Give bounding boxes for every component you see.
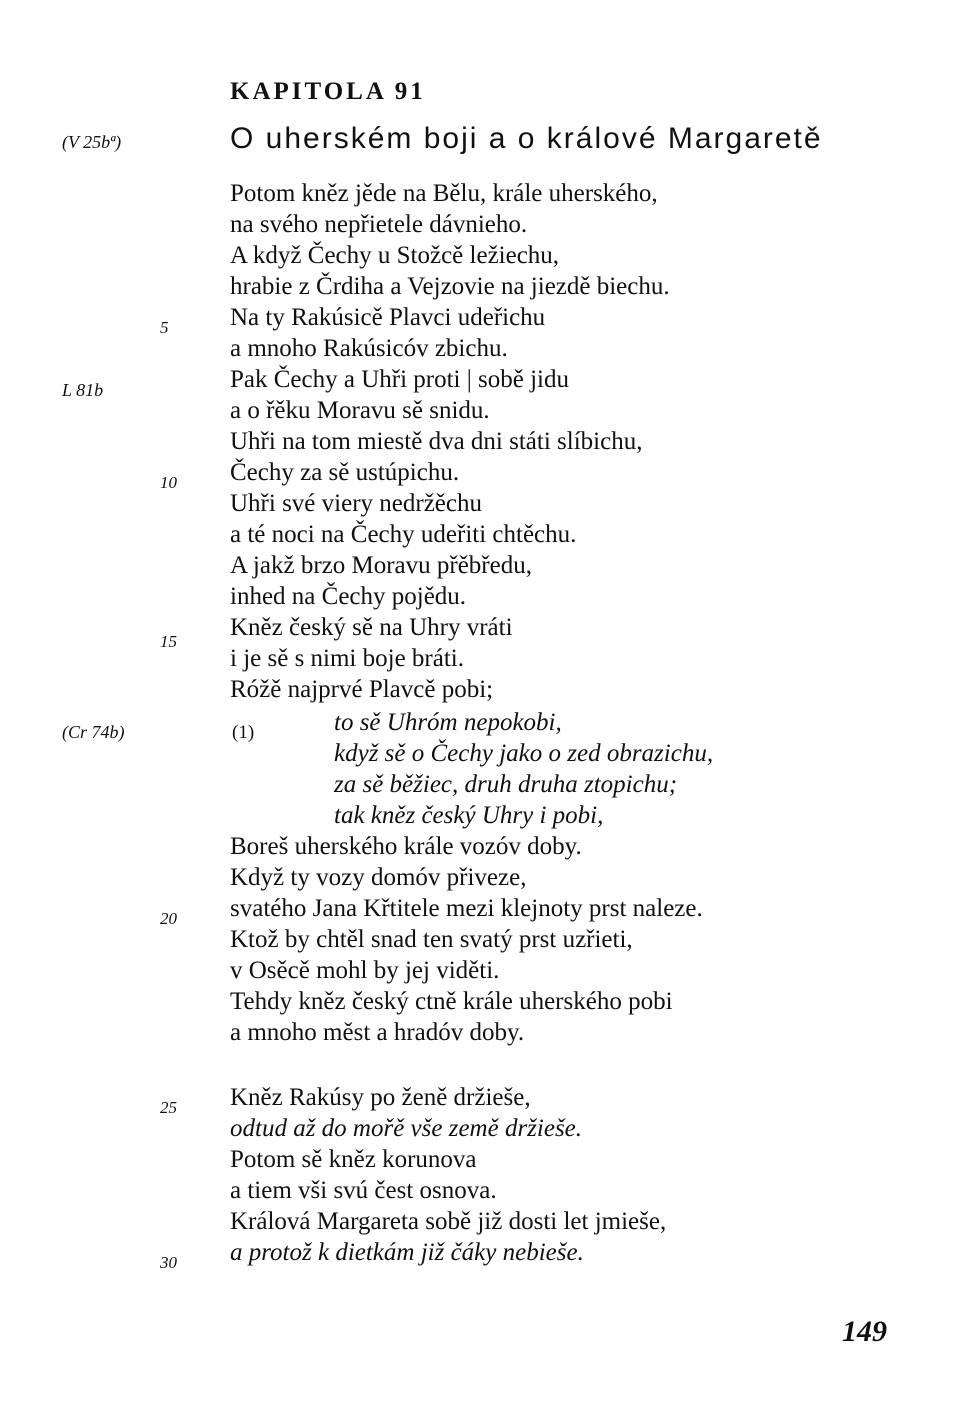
verse-line: Na ty Rakúsicě Plavci udeřichu <box>230 304 546 331</box>
line-number-5: 5 <box>160 318 169 337</box>
verse-line: a protož k dietkám již čáky nebieše. <box>230 1239 584 1266</box>
line-number-15: 15 <box>160 632 177 651</box>
verse-line: Když ty vozy domóv přiveze, <box>230 864 527 891</box>
verse-line: odtud až do mořě vše země držieše. <box>230 1115 583 1142</box>
verse-line: Čechy za sě ustúpichu. <box>230 459 460 486</box>
footnote-verse-line: za sě běžiec, druh druha ztopichu; <box>334 771 678 798</box>
verse-line: a o řěku Moravu sě snidu. <box>230 397 490 424</box>
verse-line: Ktož by chtěl snad ten svatý prst uzřieti, <box>230 926 633 953</box>
verse-line: Kněz Rakúsy po ženě držieše, <box>230 1084 531 1111</box>
line-number-25: 25 <box>160 1098 177 1117</box>
verse-line: na svého nepřietele dávnieho. <box>230 211 528 238</box>
verse-line: Kněz český sě na Uhry vráti <box>230 614 513 641</box>
page-number: 149 <box>842 1315 887 1348</box>
footnote-verse-line: to sě Uhróm nepokobi, <box>334 709 562 736</box>
verse-line: A když Čechy u Stožcě ležiechu, <box>230 242 560 269</box>
verse-line: inhed na Čechy pojědu. <box>230 583 467 610</box>
chapter-title: O uherském boji a o králové Margaretě <box>230 122 823 155</box>
verse-line: a tiem vši svú čest osnova. <box>230 1177 497 1204</box>
margin-note-v: (V 25bª) <box>62 132 122 152</box>
verse-line: Králová Margareta sobě již dosti let jmieše, <box>230 1208 667 1235</box>
line-number-20: 20 <box>160 909 177 928</box>
verse-line: Pak Čechy a Uhři proti | sobě jidu <box>230 366 569 393</box>
footnote-marker: (1) <box>232 722 255 743</box>
verse-line: v Osěcě mohl by jej viděti. <box>230 957 500 984</box>
verse-line: Róžě najprvé Plavcě pobi; <box>230 676 494 703</box>
verse-line: a té noci na Čechy udeřiti chtěchu. <box>230 521 577 548</box>
chapter-label: KAPITOLA 91 <box>230 78 426 105</box>
verse-line: i je sě s nimi boje bráti. <box>230 645 464 672</box>
verse-line: A jakž brzo Moravu přěbředu, <box>230 552 532 579</box>
verse-line: a mnoho Rakúsicóv zbichu. <box>230 335 508 362</box>
footnote-verse-line: když sě o Čechy jako o zed obrazichu, <box>334 740 714 767</box>
margin-note-cr: (Cr 74b) <box>62 722 125 742</box>
verse-line: hrabie z Črdiha a Vejzovie na jiezdě biechu. <box>230 273 670 300</box>
verse-line: Tehdy kněz český ctně krále uherského pobi <box>230 988 673 1015</box>
verse-line: Uhři své viery nedržěchu <box>230 490 482 517</box>
verse-line: Potom sě kněz korunova <box>230 1146 477 1173</box>
verse-line: Potom kněz jěde na Bělu, krále uherského, <box>230 180 658 207</box>
verse-line: a mnoho měst a hradóv doby. <box>230 1019 525 1046</box>
verse-line: svatého Jana Křtitele mezi klejnoty prst naleze. <box>230 895 703 922</box>
footnote-verse-line: tak kněz český Uhry i pobi, <box>334 802 604 829</box>
verse-line: Boreš uherského krále vozóv doby. <box>230 833 582 860</box>
line-number-30: 30 <box>160 1253 177 1272</box>
margin-note-l: L 81b <box>62 380 104 400</box>
line-number-10: 10 <box>160 473 177 492</box>
verse-line: Uhři na tom miestě dva dni státi slíbichu, <box>230 428 643 455</box>
